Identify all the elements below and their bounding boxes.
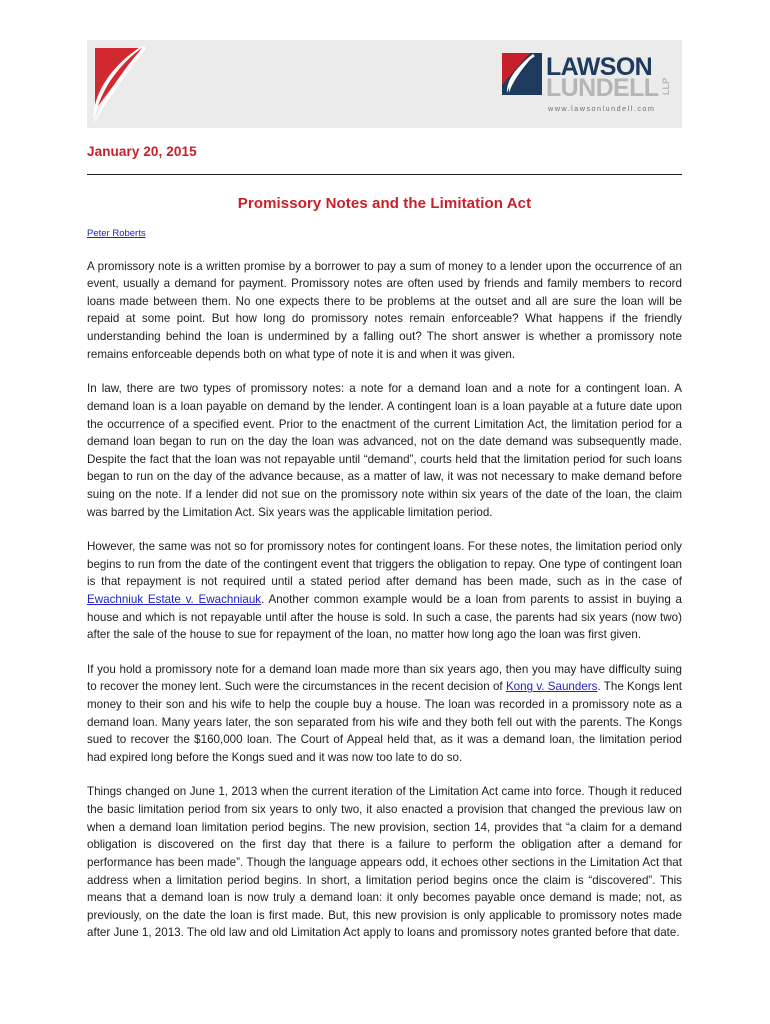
paragraph-4	[87, 661, 682, 767]
svg-text:LLP: LLP	[661, 78, 671, 95]
header-banner	[87, 40, 682, 128]
byline	[87, 228, 682, 239]
lawson-lundell-logo	[502, 51, 674, 117]
article	[87, 194, 682, 942]
svg-text:www.lawsonlundell.com: www.lawsonlundell.com	[548, 104, 656, 113]
svg-text:LAWSON: LAWSON	[546, 53, 653, 81]
paragraph-2: In law, there are two types of promissory notes: a note for a demand loan and a note for a contingent loan. A demand loan is a loan payable on demand by the lender. A contingent loan is a loan payable at a future date upon the occurrence of a specified event. Prior to the enactment of the current Limitation Act, the limitation period for a demand loan began to run on the day the loan was advanced, not on the date demand was subsequently made. Despite the fact that the loan was not repayable until “demand”, courts held that the limitation period for such loans began to run on the day of the advance because, as a matter of law, it was not necessary to make demand before suing on the note. If a lender did not sue on the promissory note within six years of the date of the loan, the claim was barred by the Limitation Act. Six years was the applicable limitation period.	[87, 382, 682, 519]
paragraph-5: Things changed on June 1, 2013 when the current iteration of the Limitation Act came into force. Though it reduced the basic limitation period from six years to only two, it also enacted a provision that changed the previous law on when a demand loan limitation period begins. The new provision, section 14, provides that “a claim for a demand obligation is discovered on the first day that there is a failure to perform the obligation after a demand for performance has been made”. Though the language appears odd, it echoes other sections in the Limitation Act that address when a limitation period begins. In short, a limitation period begins once the claim is “discovered”. This means that a demand loan is now truly a demand loan: it only becomes payable once demand is made; not, as previously, on the date the loan is first made. But, this new provision is only applicable to promissory notes made after June 1, 2013. The old law and old Limitation Act apply to loans and promissory notes granted before that date.	[87, 785, 682, 940]
paragraph-4-suffix: . The Kongs lent money to their son and his wife to help the couple buy a house. The loan was recorded in a promissory note as a demand loan. Many years later, the son separated from his wife and they both fell out with the parents. The Kongs sued to recover the $160,000 loan. The Court of Appeal held that, as it was a demand loan, the limitation period had expired long before the Kongs sued and it was now too late to do so.	[87, 680, 682, 764]
paragraph-4-prefix: If you hold a promissory note for a demand loan made more than six years ago, then you may have difficulty suing to recover the money lent. Such were the circumstances in the recent decision of	[87, 662, 682, 694]
header-divider	[87, 174, 682, 175]
case-link-kong[interactable]: Kong v. Saunders	[505, 680, 598, 694]
brand-triangle-swoosh-icon	[87, 40, 157, 128]
paragraph-1: A promissory note is a written promise by a borrower to pay a sum of money to a lender upon the occurrence of an event, usually a demand for payment. Promissory notes are often used by friends and family members to record loans made between them. No one expects there to be problems at the outset and all are sure the loan will be repaid at some point. But how long do promissory notes remain enforceable? What happens if the friendly understanding behind the loan is undermined by a falling out? The short answer is whether a promissory note remains enforceable depends both on what type of note it is and when it was given.	[87, 259, 682, 361]
paragraph-3	[87, 538, 682, 644]
document-date: January 20, 2015	[87, 144, 197, 159]
author-link[interactable]: Peter Roberts	[87, 228, 146, 240]
paragraph-3-prefix: However, the same was not so for promissory notes for contingent loans. For these notes, the limitation period only begins to run from the date of the contingent event that triggers the obligation to repay. One type of contingent loan is that repayment is not required until a stated period after demand has been made, such as in the case of	[87, 540, 682, 589]
svg-text:LUNDELL: LUNDELL	[546, 74, 659, 102]
paragraph-3-suffix: . Another common example would be a loan from parents to assist in buying a house and which is not repayable until after the house is sold. In such a case, the parents had six years (now two) after the sale of the house to sue for repayment of the loan, no matter how long ago the loan was first given.	[87, 593, 682, 642]
page-title: Promissory Notes and the Limitation Act	[237, 195, 532, 212]
case-link-ewachniuk[interactable]: Ewachniuk Estate v. Ewachniauk	[87, 593, 262, 606]
article-body	[87, 258, 682, 942]
